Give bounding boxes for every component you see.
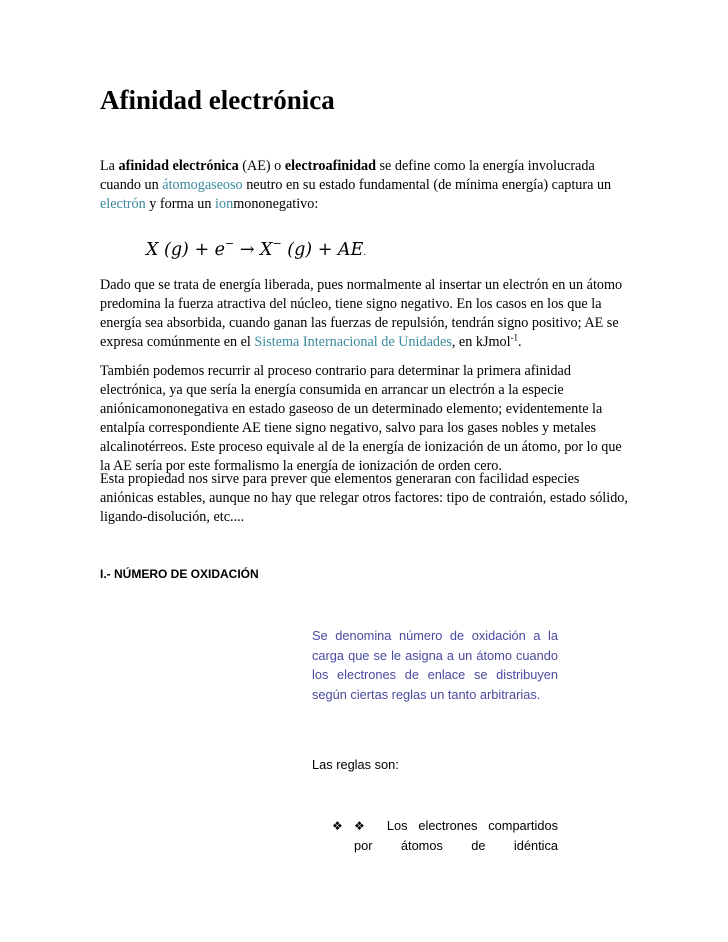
diamond-bullet-icon: ❖: [354, 819, 365, 833]
reaction-equation: X (g) + e− → X− (g) + AE.: [146, 237, 367, 260]
rule-bullet-item: ❖ ❖ Los electrones compartidos por átomos de idéntica: [332, 818, 558, 853]
reverse-process-paragraph: También podemos recurrir al proceso contrario para determinar la primera afinidad electrónica, ya que sería la energía consumida en arrancar un electrón a la especie aniónicamononegativa en estado gaseoso de un determinado elemento; evidentemente la entalpía correspondiente AE tiene signo negativo, salvo para los gases nobles y metales alcalinotérreos. Este proceso equivale al de la energía de ionización de un átomo, por lo que la AE sería por este formalismo la energía de ionización de orden cero.: [100, 363, 622, 474]
energy-paragraph: Dado que se trata de energía liberada, pues normalmente al insertar un electrón en un átomo predomina la fuerza atractiva del núcleo, tiene signo negativo. En los casos en los que la energía sea absorbida, cuando ganan las fuerzas de repulsión, tendrán signo positivo; AE se expresa comúnmente en el Sistema Internacional de Unidades, en kJmol$^{-1}$.: [100, 277, 623, 350]
page-title: Afinidad electrónica: [100, 85, 335, 115]
link-ion[interactable]: ion: [215, 196, 234, 212]
link-atomo-gaseoso[interactable]: átomogaseoso: [162, 177, 243, 193]
term-electroafinidad: electroafinidad: [284, 158, 376, 174]
term-afinidad: afinidad electrónica: [118, 158, 239, 174]
link-sistema-internacional[interactable]: Sistema Internacional de Unidades: [254, 334, 452, 350]
link-electron[interactable]: electrón: [100, 196, 146, 212]
section-heading: I.- NÚMERO DE OXIDACIÓN: [100, 567, 259, 581]
intro-paragraph: La afinidad electrónica (AE) o electroafinidad se define como la energía involucrada cuando un átomogaseoso neutro en su estado fundamental (de mínima energía) captura un electrón y forma un ionmononegativo:: [100, 158, 612, 212]
rules-intro: Las reglas son:: [312, 757, 399, 772]
property-paragraph: Esta propiedad nos sirve para prever que elementos generaran con facilidad especies aniónicas estables, aunque no hay que relegar otros factores: tipo de contraión, estado sólido, ligando-disolución, etc....: [100, 471, 628, 525]
oxidation-definition: Se denomina número de oxidación a la carga que se le asigna a un átomo cuando los electrones de enlace se distribuyen según ciertas reglas un tanto arbitrarias.: [312, 628, 558, 702]
diamond-bullet-icon: ❖: [332, 819, 343, 833]
